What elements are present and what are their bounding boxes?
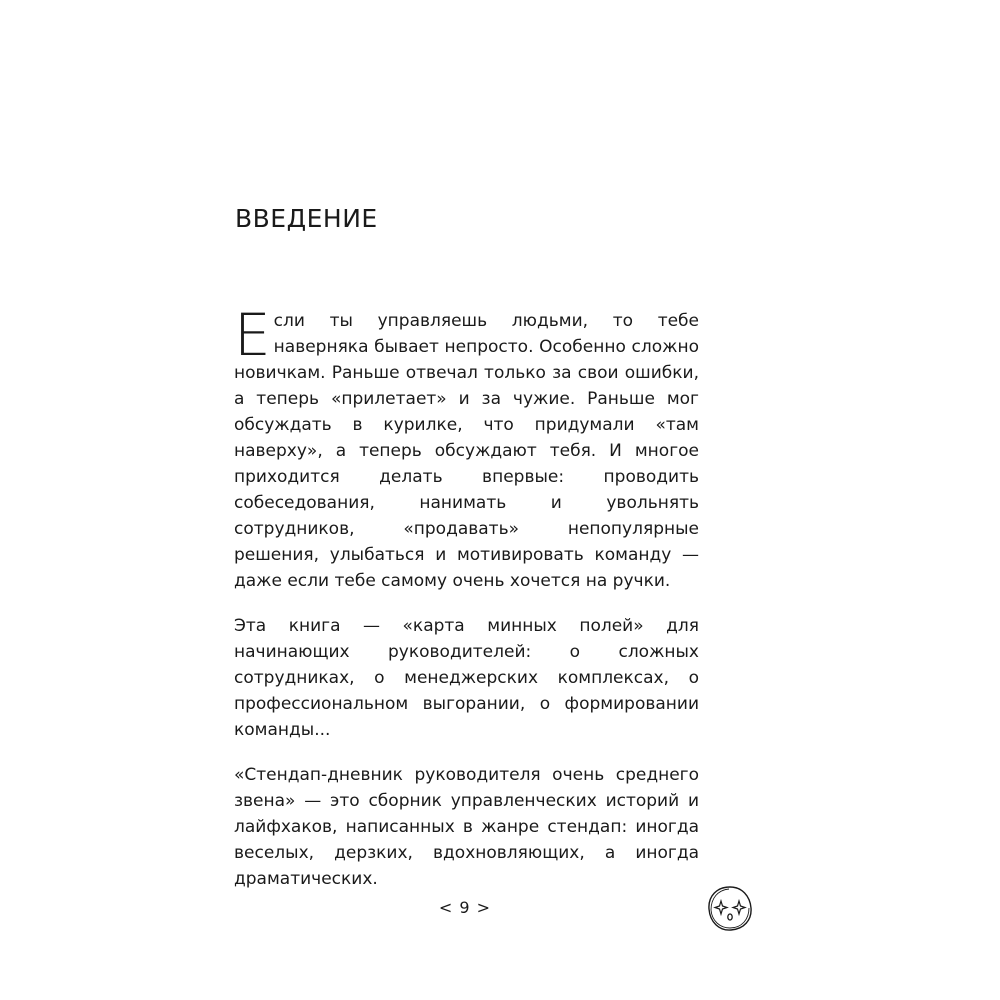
paragraph-1-text: сли ты управляешь людьми, то тебе наверняка бывает непросто. Особенно сложно новичкам. Раньше отвечал только за свои ошибки, а теперь «прилетает» и за чужие. Раньше мог обсуждать в курилке, что придумали «там наверху», а теперь обсуждают тебя. И многое приходится делать впервые: проводить собеседования, нанимать и увольнять сотрудников, «продавать» непопулярные решения, улыбаться и мотивировать команду — даже если тебе самому очень хочется на ручки.: [234, 311, 699, 591]
paragraph-1: [234, 301, 699, 594]
chapter-body: [234, 301, 699, 892]
sketched-face-with-sparkle-eyes-icon: [705, 884, 755, 934]
paragraph-3: «Стендап-дневник руководителя очень среднего звена» — это сборник управленческих историй и лайфхаков, написанных в жанре стендап: иногда веселых, дерзких, вдохновляющих, а иногда драматических.: [234, 765, 699, 889]
page-number: < 9 >: [438, 898, 492, 917]
chapter-title: ВВЕДЕНИЕ: [235, 204, 378, 233]
paragraph-2: Эта книга — «карта минных полей» для начинающих руководителей: о сложных сотрудниках, о менеджерских комплексах, о профессиональном выгорании, о формировании команды...: [234, 616, 699, 740]
drop-cap: Е: [234, 301, 271, 369]
